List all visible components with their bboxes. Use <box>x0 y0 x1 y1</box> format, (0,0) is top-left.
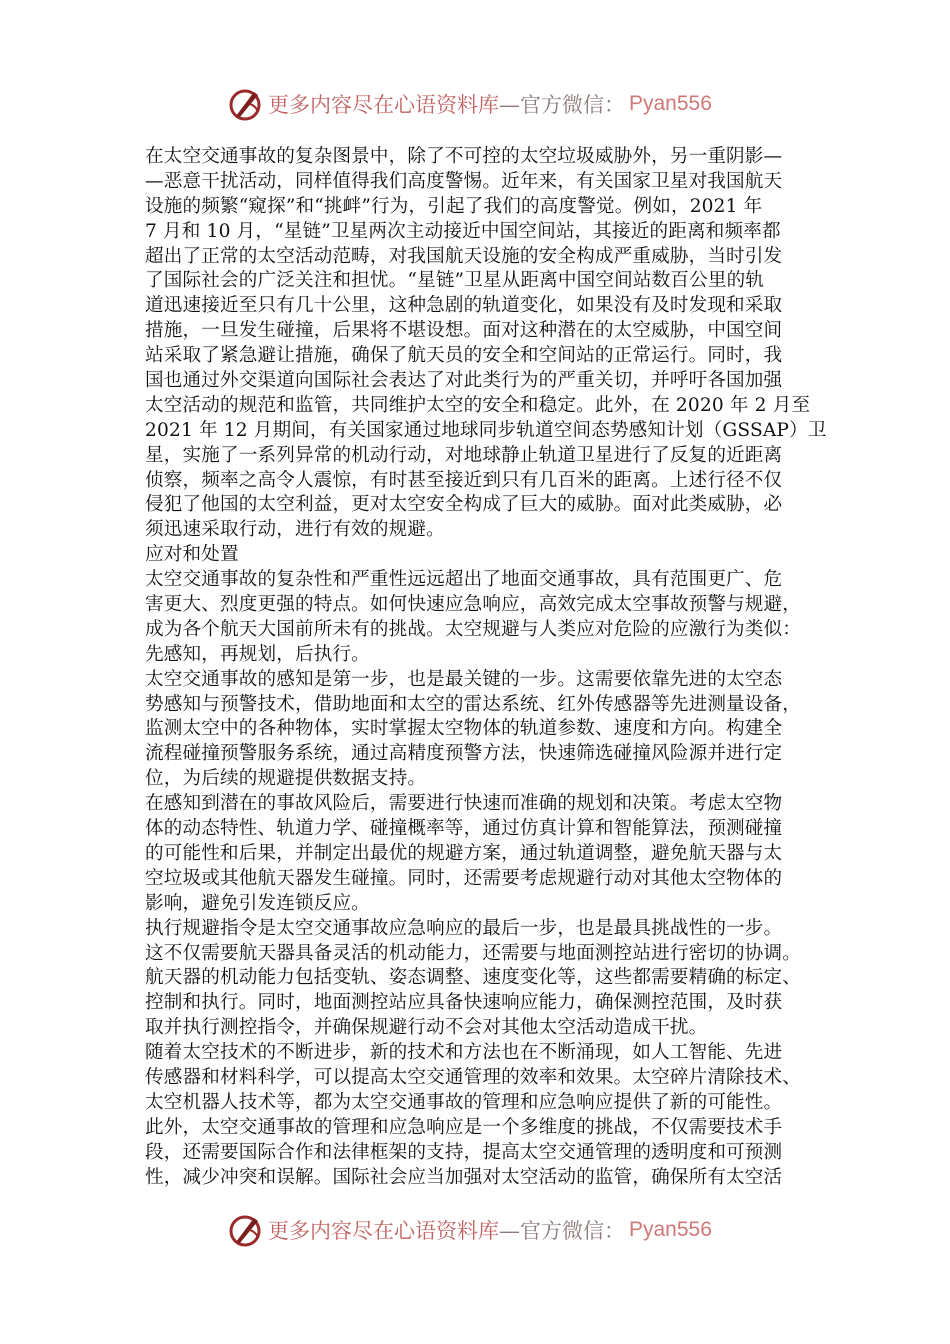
text-line: —恶意干扰活动，同样值得我们高度警惕。近年来，有关国家卫星对我国航天 <box>145 170 783 192</box>
text-line: 太空机器人技术等，都为太空交通事故的管理和应急响应提供了新的可能性。 <box>145 1091 783 1113</box>
text-line: 须迅速采取行动，进行有效的规避。 <box>145 519 445 541</box>
text-line: 超出了正常的太空活动范畴，对我国航天设施的安全构成严重威胁，当时引发 <box>145 245 783 267</box>
text-line: 此外，太空交通事故的管理和应急响应是一个多维度的挑战，不仅需要技术手 <box>145 1116 783 1138</box>
text-line: 先感知，再规划，后执行。 <box>145 643 370 665</box>
text-line: 监测太空中的各种物体，实时掌握太空物体的轨道参数、速度和方向。构建全 <box>145 718 783 740</box>
text-line: 控制和执行。同时，地面测控站应具备快速响应能力，确保测控范围，及时获 <box>145 992 783 1014</box>
text-line: 取并执行测控指令，并确保规避行动不会对其他太空活动造成干扰。 <box>145 1017 708 1039</box>
text-line: 执行规避指令是太空交通事故应急响应的最后一步，也是最具挑战性的一步。 <box>145 917 783 939</box>
text-line: 2021 年 12 月期间，有关国家通过地球同步轨道空间态势感知计划（GSSAP）卫 <box>145 419 827 441</box>
text-line: 太空交通事故的复杂性和严重性远远超出了地面交通事故，具有范围更广、危 <box>145 569 783 591</box>
text-line: 航天器的机动能力包括变轨、姿态调整、速度变化等，这些都需要精确的标定、 <box>145 967 802 989</box>
text-line: 侵犯了他国的太空利益，更对太空安全构成了巨大的威胁。面对此类威胁，必 <box>145 494 783 516</box>
text-line: 影响，避免引发连锁反应。 <box>145 892 370 914</box>
text-line: 流程碰撞预警服务系统，通过高精度预警方法，快速筛选碰撞风险源并进行定 <box>145 743 783 765</box>
text-line: 的可能性和后果，并制定出最优的规避方案，通过轨道调整，避免航天器与太 <box>145 842 783 864</box>
text-line: 害更大、烈度更强的特点。如何快速应急响应，高效完成太空事故预警与规避， <box>145 594 802 616</box>
watermark-text: 更多内容尽在心语资料库 <box>268 1219 499 1243</box>
watermark-wechat-label: —官方微信： <box>499 93 625 117</box>
text-line: 传感器和材料科学，可以提高太空交通管理的效率和效果。太空碎片清除技术、 <box>145 1066 802 1088</box>
text-line: 体的动态特性、轨道力学、碰撞概率等，通过仿真计算和智能算法，预测碰撞 <box>145 818 783 840</box>
text-line: 道迅速接近至只有几十公里，这种急剧的轨道变化，如果没有及时发现和采取 <box>145 295 783 317</box>
text-line: 7 月和 10 月，“星链”卫星两次主动接近中国空间站，其接近的距离和频率都 <box>145 220 781 242</box>
header-watermark <box>228 84 712 124</box>
text-line: 星，实施了一系列异常的机动行动，对地球静止轨道卫星进行了反复的近距离 <box>145 444 783 466</box>
text-line: 设施的频繁“窥探”和“挑衅”行为，引起了我们的高度警觉。例如，2021 年 <box>145 195 763 217</box>
watermark-wechat-id: Pyan556 <box>629 1218 712 1241</box>
text-line: 侦察，频率之高令人震惊，有时甚至接近到只有几百米的距离。上述行径不仅 <box>145 469 783 491</box>
quill-logo-icon <box>228 86 264 122</box>
text-line: 了国际社会的广泛关注和担忧。“星链”卫星从距离中国空间站数百公里的轨 <box>145 270 765 292</box>
watermark-wechat-id: Pyan556 <box>629 92 712 115</box>
watermark-wechat-label: —官方微信： <box>499 1219 625 1243</box>
text-line: 成为各个航天大国前所未有的挑战。太空规避与人类应对危险的应激行为类似： <box>145 618 802 640</box>
text-line: 国也通过外交渠道向国际社会表达了对此类行为的严重关切，并呼吁各国加强 <box>145 370 783 392</box>
text-line: 空垃圾或其他航天器发生碰撞。同时，还需要考虑规避行动对其他太空物体的 <box>145 867 783 889</box>
section-heading: 应对和处置 <box>145 544 239 566</box>
text-line: 性，减少冲突和误解。国际社会应当加强对太空活动的监管，确保所有太空活 <box>145 1166 783 1188</box>
watermark-text: 更多内容尽在心语资料库 <box>268 93 499 117</box>
text-line: 措施，一旦发生碰撞，后果将不堪设想。面对这种潜在的太空威胁，中国空间 <box>145 320 783 342</box>
quill-logo-icon <box>228 1212 264 1248</box>
footer-watermark <box>228 1210 712 1250</box>
text-line: 这不仅需要航天器具备灵活的机动能力，还需要与地面测控站进行密切的协调。 <box>145 942 802 964</box>
text-line: 段，还需要国际合作和法律框架的支持，提高太空交通管理的透明度和可预测 <box>145 1141 783 1163</box>
document-body <box>145 145 827 1190</box>
text-line: 在感知到潜在的事故风险后，需要进行快速而准确的规划和决策。考虑太空物 <box>145 793 783 815</box>
text-line: 太空交通事故的感知是第一步，也是最关键的一步。这需要依靠先进的太空态 <box>145 668 783 690</box>
text-line: 势感知与预警技术，借助地面和太空的雷达系统、红外传感器等先进测量设备， <box>145 693 802 715</box>
text-line: 太空活动的规范和监管，共同维护太空的安全和稳定。此外，在 2020 年 2 月至 <box>145 394 811 416</box>
text-line: 位，为后续的规避提供数据支持。 <box>145 768 427 790</box>
text-line: 随着太空技术的不断进步，新的技术和方法也在不断涌现，如人工智能、先进 <box>145 1042 783 1064</box>
text-line: 站采取了紧急避让措施，确保了航天员的安全和空间站的正常运行。同时，我 <box>145 345 783 367</box>
text-line: 在太空交通事故的复杂图景中，除了不可控的太空垃圾威胁外，另一重阴影— <box>145 146 783 167</box>
